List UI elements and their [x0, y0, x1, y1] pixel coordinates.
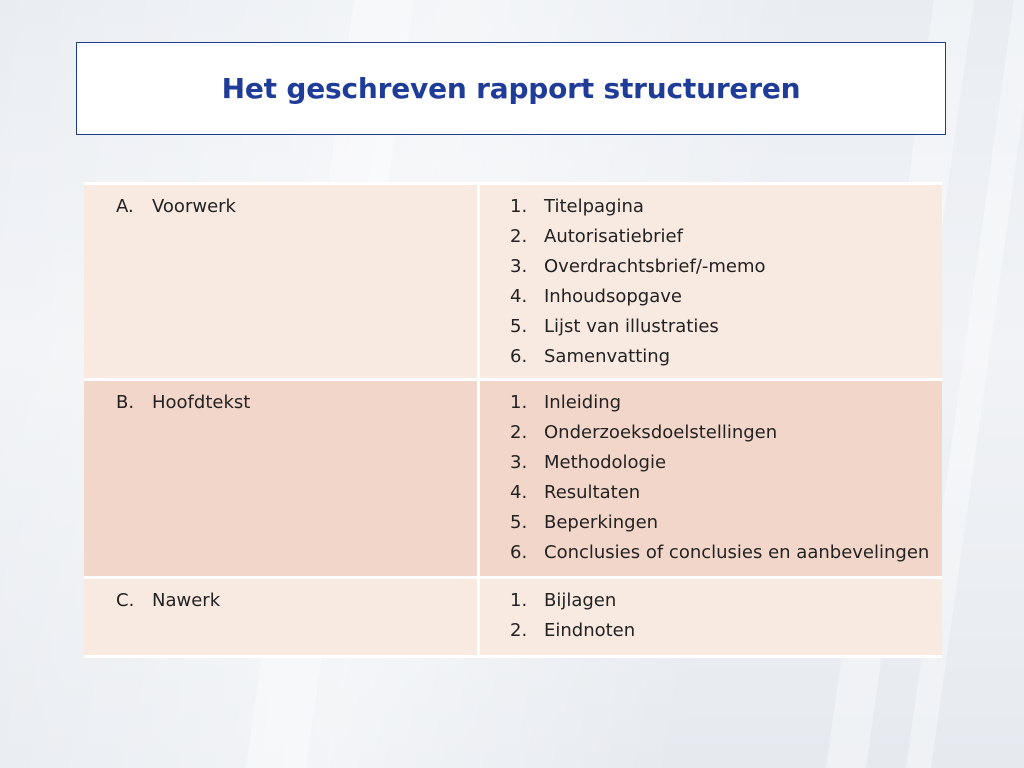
- item-list: [510, 590, 635, 650]
- item-text: Inhoudsopgave: [544, 286, 682, 307]
- list-item: [510, 620, 635, 650]
- item-text: Inleiding: [544, 392, 622, 413]
- item-number: 5.: [510, 512, 528, 533]
- section-name: Hoofdtekst: [152, 392, 251, 413]
- list-item: [510, 256, 766, 286]
- list-item: [510, 196, 766, 226]
- slide-title: Het geschreven rapport structureren: [221, 72, 801, 105]
- item-text: Bijlagen: [544, 590, 617, 611]
- list-item: [510, 422, 929, 452]
- list-item: [510, 590, 635, 620]
- title-box: [76, 42, 946, 135]
- item-text: Titelpagina: [544, 196, 644, 217]
- items-cell: [480, 579, 942, 655]
- list-item: [510, 512, 929, 542]
- item-number: 2.: [510, 226, 528, 247]
- item-number: 4.: [510, 482, 528, 503]
- item-text: Overdrachtsbrief/-memo: [544, 256, 766, 277]
- list-item: [510, 482, 929, 512]
- section-heading: [116, 392, 250, 413]
- table-row-hoofdtekst: [84, 381, 942, 576]
- item-text: Resultaten: [544, 482, 641, 503]
- item-number: 6.: [510, 542, 528, 563]
- table-row-nawerk: [84, 579, 942, 655]
- list-item: [510, 316, 766, 346]
- section-letter: C.: [116, 590, 135, 611]
- table-row-voorwerk: [84, 185, 942, 378]
- item-number: 4.: [510, 286, 528, 307]
- item-number: 3.: [510, 256, 528, 277]
- item-number: 6.: [510, 346, 528, 367]
- item-list: [510, 196, 766, 376]
- item-list: [510, 392, 929, 572]
- list-item: [510, 452, 929, 482]
- list-item: [510, 286, 766, 316]
- item-text: Lijst van illustraties: [544, 316, 719, 337]
- item-text: Samenvatting: [544, 346, 671, 367]
- item-number: 1.: [510, 196, 528, 217]
- items-cell: [480, 381, 942, 576]
- section-cell: [84, 185, 477, 378]
- list-item: [510, 392, 929, 422]
- section-cell: [84, 381, 477, 576]
- item-text: Beperkingen: [544, 512, 659, 533]
- section-heading: [116, 590, 220, 611]
- section-heading: [116, 196, 236, 217]
- items-cell: [480, 185, 942, 378]
- item-number: 3.: [510, 452, 528, 473]
- item-text: Methodologie: [544, 452, 667, 473]
- item-text: Conclusies of conclusies en aanbevelingen: [544, 542, 930, 563]
- item-text: Onderzoeksdoelstellingen: [544, 422, 778, 443]
- item-number: 1.: [510, 590, 528, 611]
- item-number: 5.: [510, 316, 528, 337]
- section-letter: B.: [116, 392, 135, 413]
- item-number: 2.: [510, 620, 528, 641]
- item-text: Autorisatiebrief: [544, 226, 683, 247]
- list-item: [510, 226, 766, 256]
- item-number: 2.: [510, 422, 528, 443]
- section-name: Nawerk: [152, 590, 221, 611]
- section-name: Voorwerk: [152, 196, 236, 217]
- section-cell: [84, 579, 477, 655]
- item-number: 1.: [510, 392, 528, 413]
- item-text: Eindnoten: [544, 620, 636, 641]
- list-item: [510, 346, 766, 376]
- section-letter: A.: [116, 196, 134, 217]
- list-item: [510, 542, 929, 572]
- report-structure-table: [84, 182, 942, 658]
